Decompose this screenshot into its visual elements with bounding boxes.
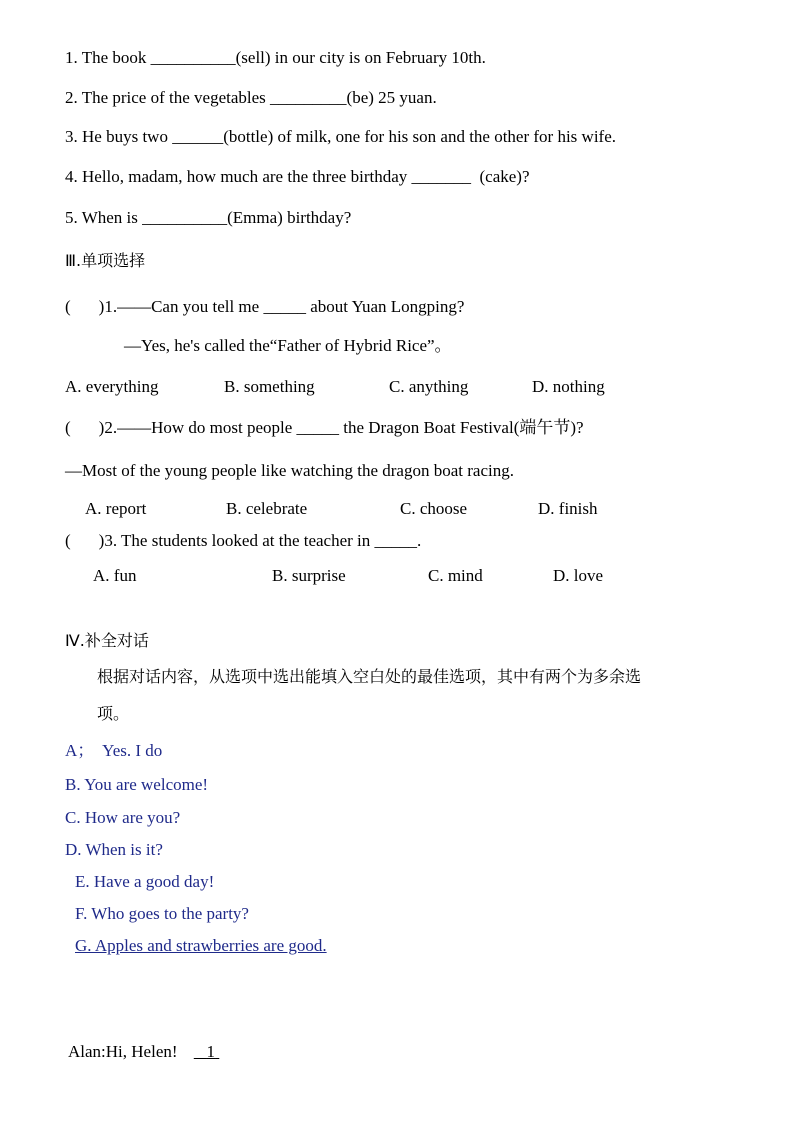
question-2-reply: —Most of the young people like watching the dragon boat racing. bbox=[65, 461, 514, 480]
q1-option-c[interactable]: C. anything bbox=[389, 377, 469, 396]
fill-in-2: 2. The price of the vegetables _________(be) 25 yuan. bbox=[65, 88, 437, 107]
dialog-option-b: B. You are welcome! bbox=[65, 775, 209, 794]
section3-title: Ⅲ.单项选择 bbox=[65, 251, 146, 270]
section4-instruction-1: 根据对话内容，从选项中选出能填入空白处的最佳选项，其中有两个为多余选 bbox=[97, 667, 642, 686]
answer-paren[interactable]: ( bbox=[65, 418, 71, 437]
blank[interactable]: ______ bbox=[172, 127, 224, 146]
blank[interactable]: __________ bbox=[150, 48, 236, 67]
section4-title: Ⅳ.补全对话 bbox=[65, 631, 149, 650]
q2-option-c[interactable]: C. choose bbox=[400, 499, 468, 518]
fill-in-4: 4. Hello, madam, how much are the three birthday _______ (cake)? bbox=[65, 167, 530, 186]
q1-option-b[interactable]: B. something bbox=[224, 377, 315, 396]
blank[interactable]: _____ bbox=[296, 418, 340, 437]
blank[interactable]: __________ bbox=[142, 208, 228, 227]
q1-option-a[interactable]: A. everything bbox=[65, 377, 159, 396]
blank[interactable]: _______ bbox=[411, 167, 471, 186]
dialog-option-e: E. Have a good day! bbox=[75, 872, 215, 891]
q2-option-b[interactable]: B. celebrate bbox=[226, 499, 308, 518]
fill-in-5: 5. When is __________(Emma) birthday? bbox=[65, 208, 352, 227]
dialog-option-d: D. When is it? bbox=[65, 840, 163, 859]
q3-option-d[interactable]: D. love bbox=[553, 566, 604, 585]
q2-option-a[interactable]: A. report bbox=[85, 499, 147, 518]
q3-option-b[interactable]: B. surprise bbox=[272, 566, 346, 585]
question-1-reply: —Yes, he's called the“Father of Hybrid Rice”。 bbox=[124, 336, 452, 355]
dialog-option-c: C. How are you? bbox=[65, 808, 181, 827]
fill-in-3: 3. He buys two ______(bottle) of milk, one for his son and the other for his wife. bbox=[65, 127, 617, 146]
question-3: ( )3. The students looked at the teacher in _____. bbox=[65, 531, 422, 550]
dialog-option-a: A； Yes. I do bbox=[65, 741, 163, 760]
dialog-option-g: G. Apples and strawberries are good. bbox=[75, 936, 327, 955]
q1-option-d[interactable]: D. nothing bbox=[532, 377, 605, 396]
answer-paren[interactable]: ( bbox=[65, 531, 71, 550]
dialog-blank-1[interactable]: 1 bbox=[206, 1042, 216, 1061]
answer-paren[interactable]: ( bbox=[65, 297, 71, 316]
question-1: ( )1.——Can you tell me _____ about Yuan Longping? bbox=[65, 297, 465, 316]
section4-instruction-2: 项。 bbox=[97, 704, 130, 723]
q3-option-c[interactable]: C. mind bbox=[428, 566, 483, 585]
blank[interactable]: _________ bbox=[270, 88, 347, 107]
question-2: ( )2.——How do most people _____ the Dragon Boat Festival(端午节)? bbox=[65, 418, 584, 437]
dialog-line-1: Alan:Hi, Helen! 1 bbox=[68, 1042, 219, 1062]
q2-option-d[interactable]: D. finish bbox=[538, 499, 598, 518]
blank[interactable]: _____ bbox=[263, 297, 306, 316]
q3-option-a[interactable]: A. fun bbox=[93, 566, 137, 585]
dialog-option-f: F. Who goes to the party? bbox=[75, 904, 249, 923]
fill-in-1: 1. The book __________(sell) in our city is on February 10th. bbox=[65, 48, 486, 67]
blank[interactable]: _____ bbox=[374, 531, 418, 550]
